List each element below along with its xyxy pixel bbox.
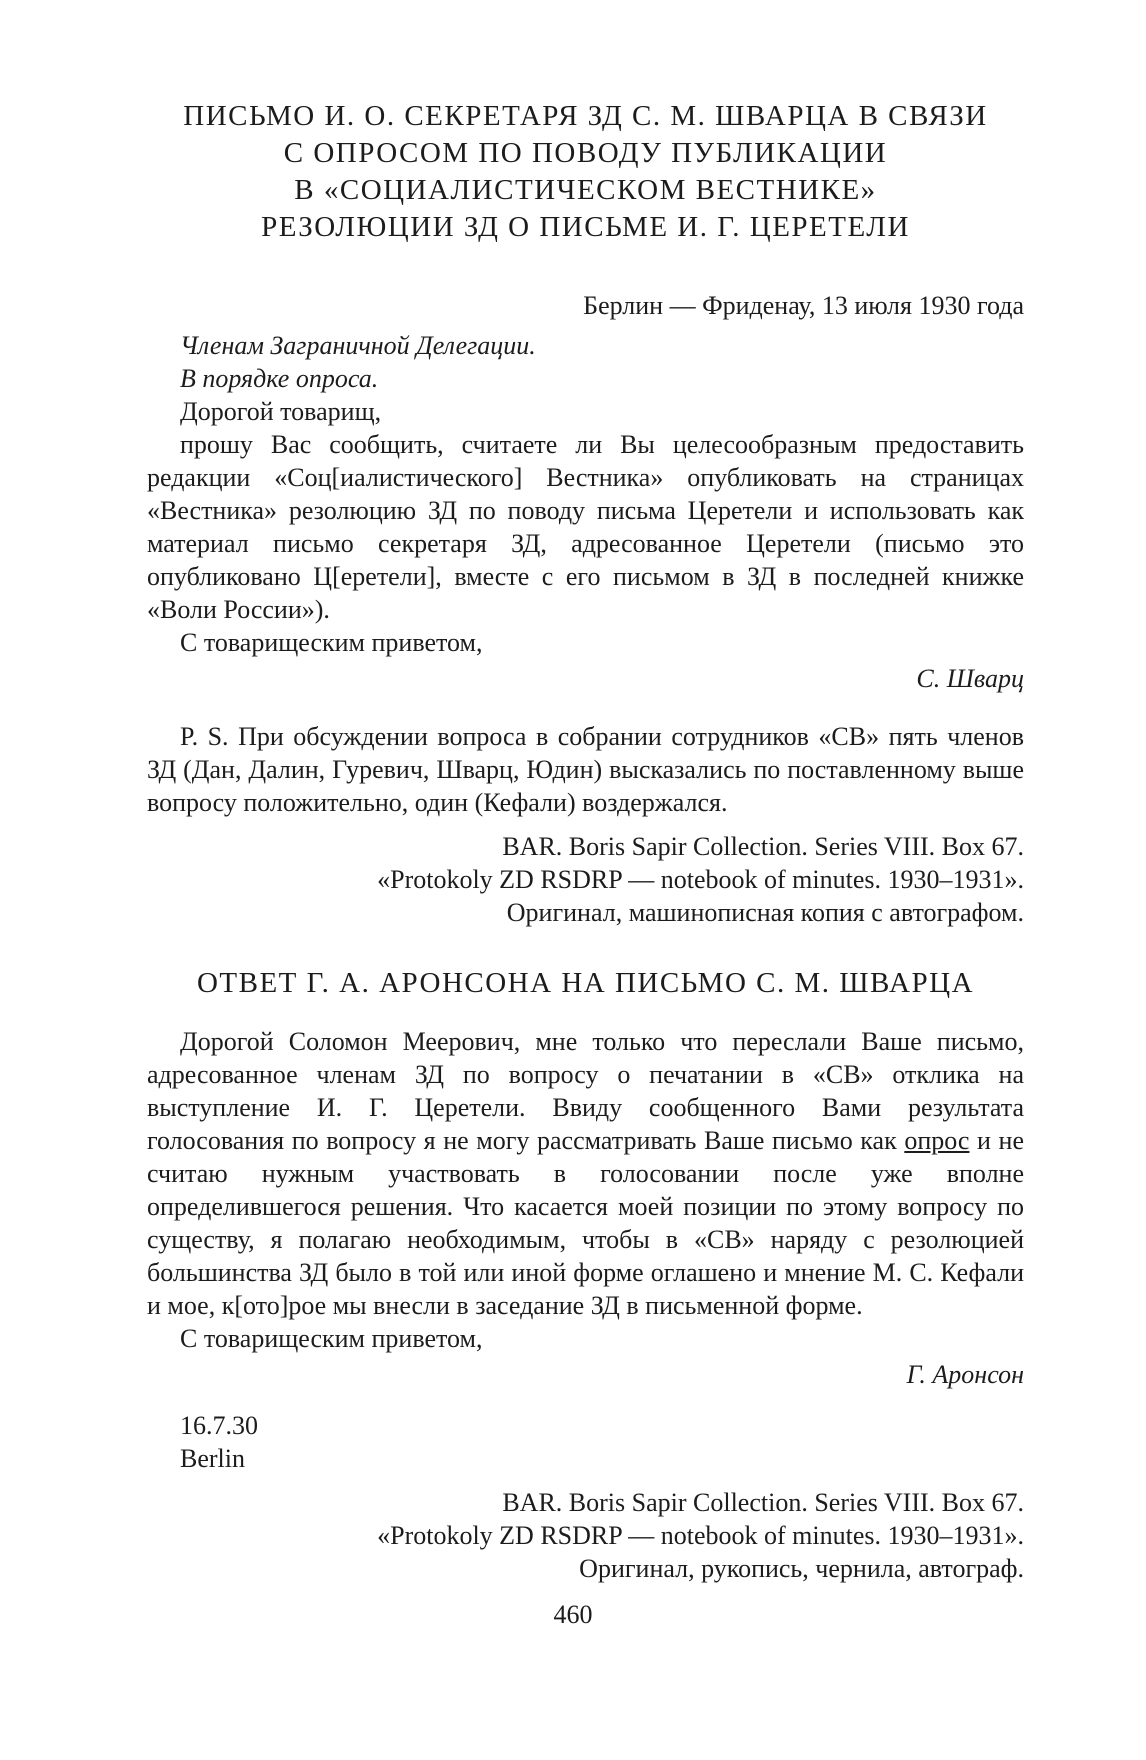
dateline: Берлин — Фриденау, 13 июля 1930 года (583, 291, 1024, 320)
letter-place: Berlin (180, 1444, 245, 1473)
reply-body (147, 1025, 1024, 1322)
letter-body: прошу Вас сообщить, считаете ли Вы целесообразным предоставить редакции «Соц[иалистического] Вестника» опубликовать на страницах «Вестника» резолюцию ЗД по поводу письма Церетели и использовать как материал письмо секретаря ЗД, адресованное Церетели (письмо это опубликовано Ц[еретели], вместе с его письмом в ЗД в последней книжке «Воли России»). (147, 430, 1024, 624)
title-line: РЕЗОЛЮЦИИ ЗД О ПИСЬМЕ И. Г. ЦЕРЕТЕЛИ (261, 211, 910, 243)
page-number: 460 (553, 1600, 593, 1629)
document-1-title (147, 98, 1024, 246)
archive-reference (147, 830, 1024, 929)
archive-line: «Protokoly ZD RSDRP — notebook of minutes. 1930–1931». (377, 1521, 1024, 1550)
underlined-word: опрос (904, 1126, 970, 1155)
archive-line: Оригинал, машинописная копия с автографом. (506, 898, 1024, 927)
archive-reference (147, 1486, 1024, 1585)
archive-line: Оригинал, рукопись, чернила, автограф. (579, 1554, 1024, 1583)
document-2-title: ОТВЕТ Г. А. АРОНСОНА НА ПИСЬМО С. М. ШВАРЦА (196, 967, 975, 999)
closing: С товарищеским приветом, (180, 1324, 483, 1353)
signature: С. Шварц (916, 664, 1024, 693)
title-line: В «СОЦИАЛИСТИЧЕСКОМ ВЕСТНИКЕ» (294, 174, 877, 206)
greeting: Дорогой товарищ, (180, 397, 382, 426)
addressee: Членам Заграничной Делегации. (180, 331, 536, 360)
text-column (147, 98, 1024, 1585)
reply-body-part: Дорогой Соломон Меерович, мне только что переслали Ваше письмо, адресованное членам ЗД по вопросу о печатании в «СВ» отклика на выступление И. Г. Церетели. Ввиду сообщенного Вами результата голосования по вопросу я не могу рассматривать Ваше письмо как (147, 1027, 1024, 1155)
archive-line: «Protokoly ZD RSDRP — notebook of minutes. 1930–1931». (377, 865, 1024, 894)
reply-body-part: и не считаю нужным участвовать в голосовании после уже вполне определившегося решения. Что касается моей позиции по этому вопросу по существу, я полагаю необходимым, чтобы в «СВ» наряду с резолюцией большинства ЗД было в той или иной форме оглашено и мнение М. С. Кефали и мое, к[ото]рое мы внесли в заседание ЗД в письменной форме. (147, 1126, 1024, 1320)
postscript: P. S. При обсуждении вопроса в собрании сотрудников «СВ» пять членов ЗД (Дан, Далин, Гуревич, Шварц, Юдин) высказались по поставленному выше вопросу положительно, один (Кефали) воздержался. (147, 722, 1024, 817)
closing: С товарищеским приветом, (180, 628, 483, 657)
archive-line: BAR. Boris Sapir Collection. Series VIII. Box 67. (502, 832, 1024, 861)
poll-note: В порядке опроса. (180, 364, 379, 393)
letter-date: 16.7.30 (180, 1411, 258, 1440)
archive-line: BAR. Boris Sapir Collection. Series VIII. Box 67. (502, 1488, 1024, 1517)
signature: Г. Аронсон (906, 1360, 1024, 1389)
title-line: ПИСЬМО И. О. СЕКРЕТАРЯ ЗД С. М. ШВАРЦА В СВЯЗИ (183, 100, 988, 132)
title-line: С ОПРОСОМ ПО ПОВОДУ ПУБЛИКАЦИИ (283, 137, 888, 169)
